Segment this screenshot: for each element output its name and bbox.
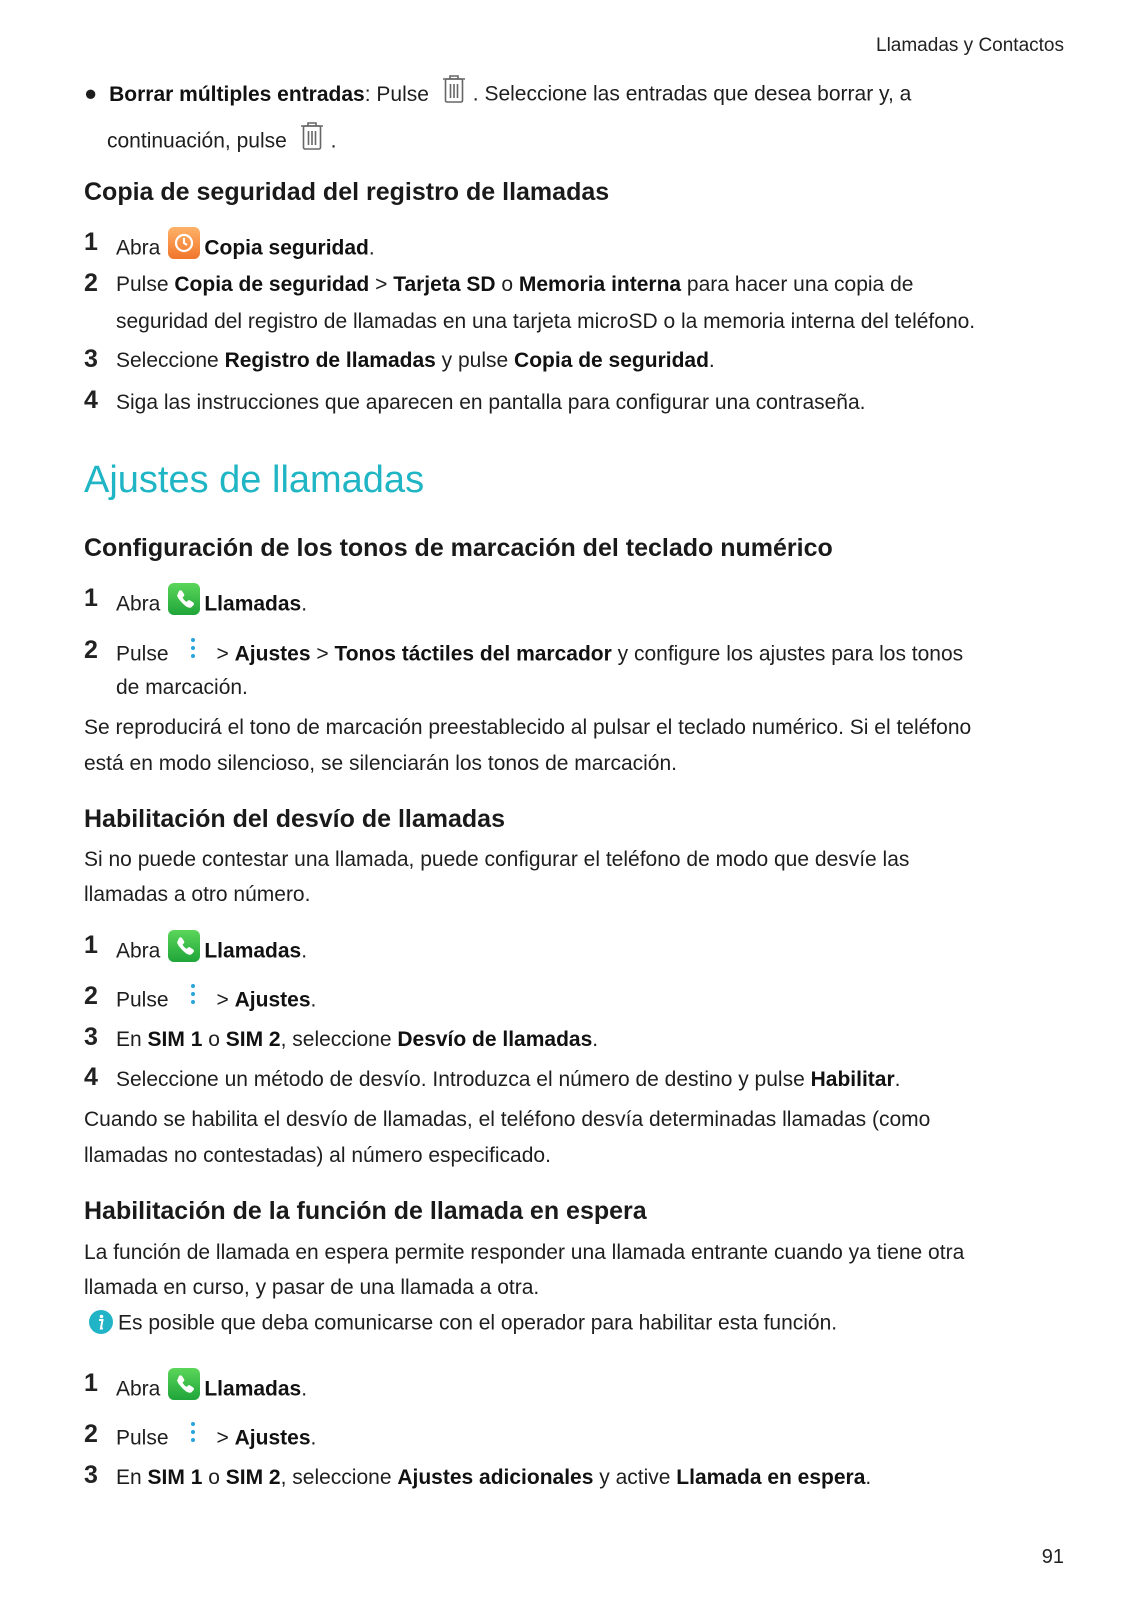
step-bold: SIM 1 (147, 1028, 203, 1051)
step-bold: Registro de llamadas (224, 349, 436, 372)
forwarding-step-4 (116, 1068, 900, 1092)
dial-paragraph-line2: está en modo silencioso, se silenciarán los tonos de marcación. (84, 752, 677, 775)
call-waiting-intro-line2: llamada en curso, y pasar de una llamada a otra. (84, 1276, 540, 1299)
step-bold: Ajustes adicionales (397, 1466, 594, 1489)
step-number: 2 (84, 1420, 98, 1448)
step-text: . (310, 1426, 317, 1450)
step-text: . (301, 939, 308, 963)
step-text: En (116, 1466, 148, 1489)
step-text: Seleccione (116, 349, 219, 372)
more-vertical-icon (183, 1419, 203, 1447)
step-text: . (592, 1028, 599, 1051)
step-text: o (202, 1028, 226, 1051)
trash-icon (299, 120, 325, 152)
bullet-delete-line1 (84, 79, 911, 111)
step-number: 1 (84, 228, 98, 256)
step-text: y configure los ajustes para los tonos (611, 642, 964, 666)
step-bold: Llamadas (204, 592, 302, 616)
step-number: 1 (84, 584, 98, 612)
step-number: 1 (84, 931, 98, 959)
backup-step-2-line2: seguridad del registro de llamadas en una tarjeta microSD o la memoria interna del teléfono. (116, 310, 976, 333)
step-text: Pulse (116, 1426, 169, 1450)
step-number: 3 (84, 345, 98, 373)
page-title: Ajustes de llamadas (84, 459, 425, 501)
step-text: En (116, 1028, 148, 1051)
step-bold: Tarjeta SD (393, 273, 496, 296)
dial-step-2-line2: de marcación. (116, 676, 248, 699)
step-text: Abra (116, 592, 161, 616)
step-number: 3 (84, 1461, 98, 1489)
bullet-delete-line2 (107, 126, 336, 158)
forwarding-step-2 (116, 987, 316, 1015)
step-number: 2 (84, 982, 98, 1010)
bullet-text-3: continuación, pulse (107, 129, 287, 153)
step-bold: Habilitar (810, 1068, 895, 1091)
note-text: Es posible que deba comunicarse con el operador para habilitar esta función. (118, 1311, 838, 1335)
step-bold: Llamadas (204, 1377, 302, 1401)
call-waiting-step-3 (116, 1466, 871, 1490)
step-text: > (369, 273, 394, 296)
step-bold: Llamadas (204, 939, 302, 963)
step-number: 4 (84, 1063, 98, 1091)
step-text: > (216, 642, 235, 666)
forwarding-paragraph-line2: llamadas no contestadas) al número especificado. (84, 1144, 551, 1167)
bullet-text-2: . Seleccione las entradas que desea borrar y, a (472, 82, 912, 106)
step-text: . (894, 1068, 901, 1091)
phone-app-icon (168, 930, 200, 962)
step-text: y pulse (435, 349, 515, 372)
backup-step-2 (116, 273, 913, 297)
step-bold: Memoria interna (518, 273, 682, 296)
call-waiting-step-1 (116, 1374, 307, 1406)
step-text: . (301, 592, 308, 616)
forwarding-intro-line2: llamadas a otro número. (84, 883, 311, 906)
step-text: Pulse (116, 988, 169, 1012)
heading-forwarding: Habilitación del desvío de llamadas (84, 805, 505, 833)
step-bold: Tonos táctiles del marcador (334, 642, 612, 666)
step-text: > (216, 988, 235, 1012)
step-text: . (865, 1466, 872, 1489)
step-number: 2 (84, 269, 98, 297)
phone-app-icon (168, 583, 200, 615)
step-text: o (202, 1466, 226, 1489)
step-text: , seleccione (280, 1466, 398, 1489)
step-number: 1 (84, 1369, 98, 1397)
step-bold: Ajustes (234, 988, 311, 1012)
step-bold: Llamada en espera (676, 1466, 866, 1489)
step-bold: Desvío de llamadas (397, 1028, 593, 1051)
step-text: Abra (116, 939, 161, 963)
info-icon (88, 1309, 114, 1335)
step-bold: Ajustes (234, 642, 311, 666)
step-number: 4 (84, 386, 98, 414)
backup-step-3 (116, 349, 715, 373)
heading-call-waiting: Habilitación de la función de llamada en espera (84, 1197, 647, 1225)
step-text: para hacer una copia de (681, 273, 914, 296)
step-text: Seleccione un método de desvío. Introduzca el número de destino y pulse (116, 1068, 811, 1091)
forwarding-intro-line1: Si no puede contestar una llamada, puede configurar el teléfono de modo que desvíe las (84, 848, 910, 871)
step-text: Abra (116, 236, 161, 260)
step-bold: SIM 1 (147, 1466, 203, 1489)
step-bold: SIM 2 (225, 1466, 281, 1489)
forwarding-step-3 (116, 1028, 598, 1052)
step-text: . (301, 1377, 308, 1401)
running-header: Llamadas y Contactos (876, 35, 1064, 56)
bullet-dot: ● (84, 80, 98, 106)
call-waiting-step-2 (116, 1425, 316, 1453)
forwarding-paragraph-line1: Cuando se habilita el desvío de llamadas, el teléfono desvía determinadas llamadas (como (84, 1108, 931, 1131)
heading-dial-tones: Configuración de los tonos de marcación del teclado numérico (84, 534, 833, 562)
forwarding-step-1 (116, 936, 307, 968)
step-number: 3 (84, 1023, 98, 1051)
step-text: . (708, 349, 715, 372)
step-bold: Copia seguridad (204, 236, 369, 260)
step-text: y active (593, 1466, 677, 1489)
more-vertical-icon (183, 635, 203, 663)
note (88, 1311, 837, 1337)
step-text: Pulse (116, 273, 169, 296)
step-bold: Ajustes (234, 1426, 311, 1450)
step-text: > (216, 1426, 235, 1450)
backup-step-4: Siga las instrucciones que aparecen en pantalla para configurar una contraseña. (116, 391, 866, 414)
step-text: o (495, 273, 519, 296)
phone-app-icon (168, 1368, 200, 1400)
dial-step-2 (116, 641, 963, 669)
call-waiting-intro-line1: La función de llamada en espera permite responder una llamada entrante cuando ya tiene otra (84, 1241, 965, 1264)
step-text: > (310, 642, 335, 666)
step-number: 2 (84, 636, 98, 664)
step-text: . (310, 988, 317, 1012)
page-number: 91 (1041, 1546, 1064, 1568)
step-bold: Copia de seguridad (174, 273, 370, 296)
heading-backup: Copia de seguridad del registro de llamadas (84, 178, 610, 206)
dial-step-1 (116, 589, 307, 621)
step-text: Abra (116, 1377, 161, 1401)
backup-app-icon (168, 227, 200, 259)
more-vertical-icon (183, 981, 203, 1009)
trash-icon (441, 73, 467, 105)
step-bold: Copia de seguridad (514, 349, 709, 372)
bullet-text-4: . (330, 129, 337, 153)
backup-step-1 (116, 233, 375, 265)
bullet-text: : Pulse (364, 82, 429, 106)
step-text: . (368, 236, 375, 260)
dial-paragraph-line1: Se reproducirá el tono de marcación preestablecido al pulsar el teclado numérico. Si el teléfono (84, 716, 972, 739)
step-bold: SIM 2 (225, 1028, 281, 1051)
step-text: Pulse (116, 642, 169, 666)
step-text: , seleccione (280, 1028, 398, 1051)
bullet-label: Borrar múltiples entradas (109, 82, 365, 106)
